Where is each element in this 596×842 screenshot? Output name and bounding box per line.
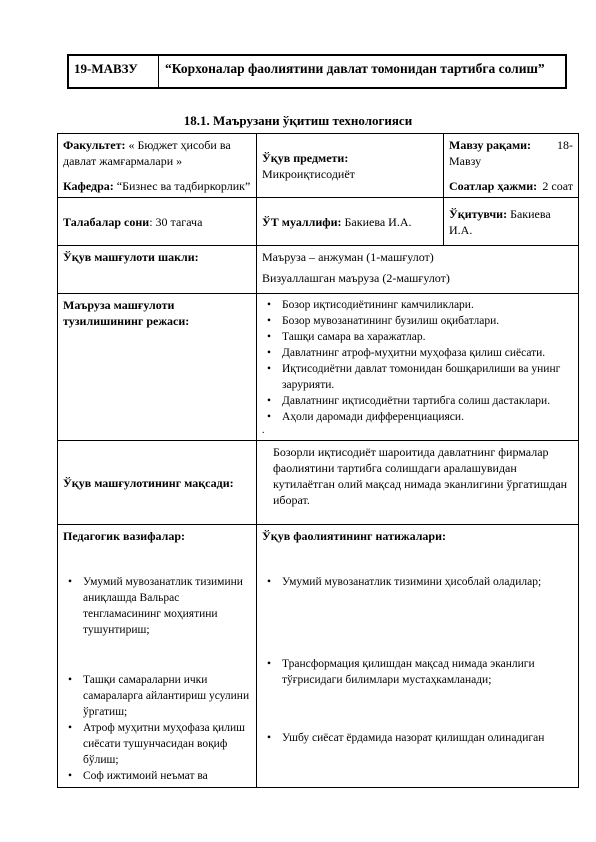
goal-row (58, 441, 579, 525)
results-list-2 (262, 656, 573, 688)
plan-row (58, 294, 579, 441)
students-cell (58, 198, 257, 246)
faculty-cell (58, 134, 257, 198)
topic-number: 19-МАВЗУ (69, 56, 159, 87)
goal-text: Бозорли иқтисодиёт шароитида давлатнинг фирмалар фаолиятини тартибга солишдаги аралашувидан кутилаётган олий мақсад нимада эканлигини ўргатишдан иборат. (257, 441, 579, 525)
form-line-2: Визуаллашган маъруза (2-машғулот) (262, 271, 450, 285)
hours-line (449, 178, 573, 194)
form-cell (257, 246, 579, 294)
teacher-cell (444, 198, 579, 246)
topic-no-line (449, 137, 573, 153)
plan-item: • Ташқи самара ва харажатлар. (262, 329, 573, 345)
plan-label: Маъруза машғулоти тузилишининг режаси: (58, 294, 257, 441)
students-value: : 30 тагача (149, 214, 203, 229)
hours-value: 2 соат (542, 179, 573, 193)
lecture-technology-table (57, 133, 579, 788)
tasks-cell (58, 525, 257, 788)
results-list-3 (262, 730, 573, 746)
results-list-1 (262, 574, 573, 590)
form-row (58, 246, 579, 294)
topic-no-value-2: Мавзу (449, 154, 482, 168)
info-row-2 (58, 198, 579, 246)
task-item: • Соф ижтимоий неъмат ва (63, 768, 251, 784)
result-item: • Ушбу сиёсат ёрдамида назорат қилишдан олинадиган (262, 730, 573, 746)
results-cell (257, 525, 579, 788)
tasks-list-1 (63, 574, 251, 638)
topic-no-label: Мавзу рақами: (449, 138, 532, 152)
topic-meta-cell (444, 134, 579, 198)
tasks-row (58, 525, 579, 788)
subject-label: Ўқув предмети: (262, 150, 349, 165)
department-line (63, 178, 251, 194)
teacher-label: Ўқитувчи: (449, 206, 508, 221)
results-label: Ўқув фаолиятининг натижалари: (262, 529, 447, 543)
faculty-value: « Бюджет ҳисоби ва давлат жамғармалари » (63, 138, 231, 168)
hours-label: Соатлар ҳажми: (449, 179, 538, 193)
topic-no-value: 18- (557, 138, 573, 152)
plan-item: • Иқтисодиётни давлат томонидан бошқарилиши ва унинг зарурияти. (262, 361, 573, 393)
tasks-list-2 (63, 672, 251, 784)
section-heading: 18.1. Маърузани ўқитиш технологияси (183, 113, 413, 128)
plan-item: • Бозор иқтисодиётининг камчиликлари. (262, 297, 573, 313)
plan-item: • Бозор мувозанатининг бузилиш оқибатлари. (262, 313, 573, 329)
tasks-label: Педагогик вазифалар: (63, 529, 186, 543)
faculty-line (63, 137, 251, 169)
topic-title: “Корхоналар фаолиятини давлат томонидан тартибга солиш” (165, 61, 545, 76)
plan-item: • Давлатнинг иқтисодиётни тартибга солиш дастаклари. (262, 393, 573, 409)
task-item: • Атроф муҳитни муҳофаза қилиш сиёсати тушунчасидан воқиф бўлиш; (63, 720, 251, 768)
result-item: • Умумий мувозанатлик тизимини ҳисоблай оладилар; (262, 574, 573, 590)
goal-label: Ўқув машғулотининг мақсади: (58, 441, 257, 525)
plan-item: • Аҳоли даромади дифференциацияси. (262, 409, 573, 425)
author-label: ЎТ муаллифи: (262, 214, 342, 229)
form-line-1: Маъруза – анжуман (1-машғулот) (262, 250, 434, 264)
plan-trailing: . (262, 425, 265, 436)
students-label: Талабалар сони (63, 214, 150, 229)
author-cell (257, 198, 444, 246)
plan-list (262, 297, 573, 425)
author-value: Бакиева И.А. (341, 214, 412, 229)
plan-item: • Давлатнинг атроф-муҳитни муҳофаза қилиш сиёсати. (262, 345, 573, 361)
info-row-1 (58, 134, 579, 198)
subject-cell (257, 134, 444, 198)
teacher-value: Бакиева И.А. (449, 206, 551, 237)
form-label: Ўқув машғулоти шакли: (58, 246, 257, 294)
department-value: “Бизнес ва тадбиркорлик” (113, 179, 251, 193)
topic-box (67, 54, 567, 89)
plan-cell (257, 294, 579, 441)
department-label: Кафедра: (63, 179, 114, 193)
task-item: • Ташқи самараларни ички самараларга айлантириш усулини ўргатиш; (63, 672, 251, 720)
subject-value: Микроиқтисодиёт (262, 166, 355, 181)
result-item: • Трансформация қилишдан мақсад нимада эканлиги тўғрисидаги билимлари мустаҳкамланади; (262, 656, 573, 688)
task-item: • Умумий мувозанатлик тизимини аниқлашда Вальрас тенгламасининг моҳиятини тушунтириш; (63, 574, 251, 638)
faculty-label: Факультет: (63, 138, 126, 152)
